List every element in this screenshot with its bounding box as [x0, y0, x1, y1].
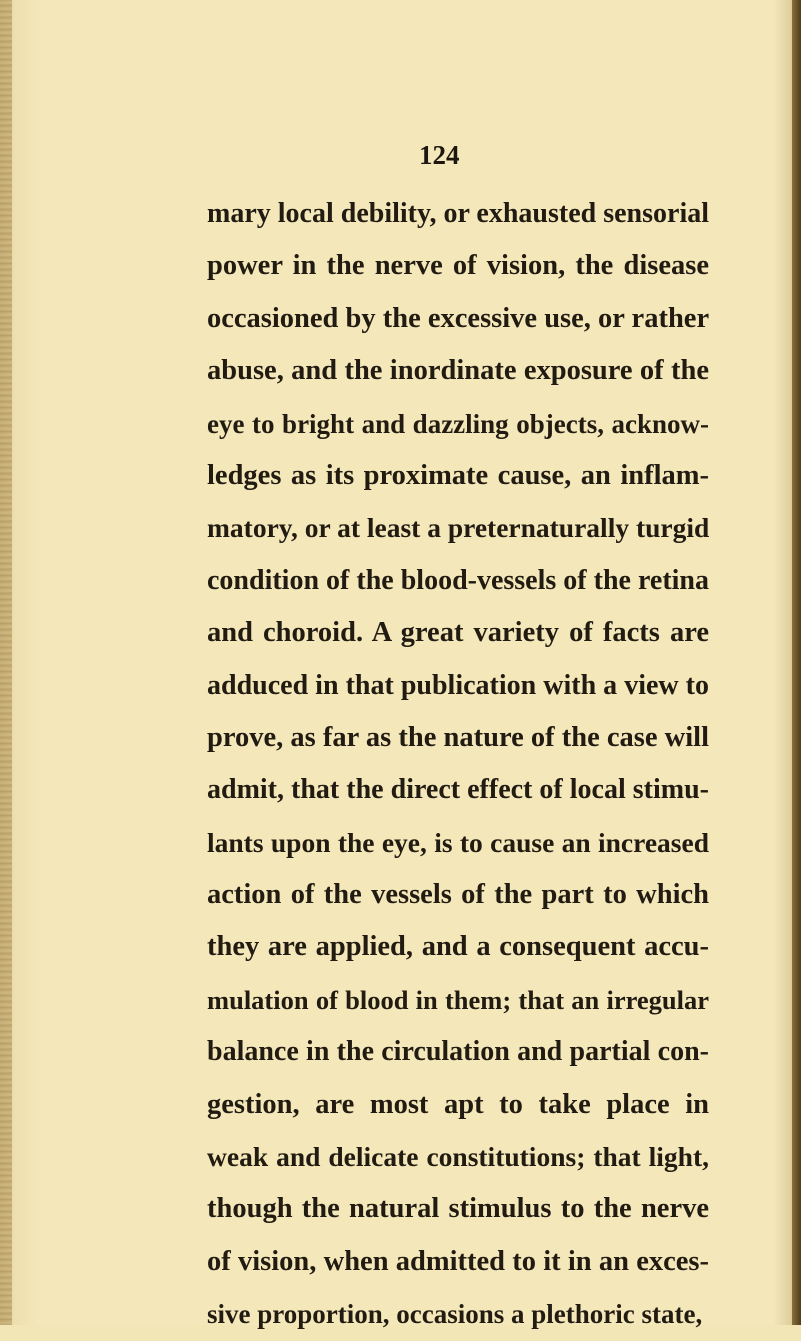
text-line: mary local debility, or exhausted sensorial — [207, 198, 709, 229]
text-line: balance in the circulation and partial con- — [207, 1036, 709, 1068]
text-line: condition of the blood-vessels of the retina — [207, 564, 709, 596]
text-line: sive proportion, occasions a plethoric state, — [207, 1299, 703, 1330]
text-line: ledges as its proximate cause, an inflam- — [207, 459, 709, 491]
binding-edge — [0, 0, 12, 1325]
text-line: action of the vessels of the part to which — [207, 879, 709, 911]
text-line: and choroid. A great variety of facts are — [207, 617, 709, 649]
page-number: 124 — [419, 140, 460, 170]
text-line: adduced in that publication with a view to — [207, 669, 709, 701]
text-line: though the natural stimulus to the nerve — [207, 1193, 709, 1225]
text-line: they are applied, and a consequent accu- — [207, 931, 709, 963]
body-text — [207, 188, 709, 1341]
text-line: eye to bright and dazzling objects, acknow- — [207, 408, 709, 439]
text-line: lants upon the eye, is to cause an increased — [207, 826, 709, 858]
page-edge-shadow — [792, 0, 801, 1325]
text-line: prove, as far as the nature of the case will — [207, 721, 709, 753]
text-line: of vision, when admitted to it in an exces- — [207, 1245, 709, 1277]
text-line: mulation of blood in them; that an irregular — [207, 984, 709, 1015]
text-line: admit, that the direct effect of local stimu- — [207, 774, 709, 806]
text-line: power in the nerve of vision, the disease — [207, 250, 709, 282]
text-line: abuse, and the inordinate exposure of the — [207, 355, 709, 387]
text-line: gestion, are most apt to take place in — [207, 1088, 709, 1120]
text-line: weak and delicate constitutions; that light, — [207, 1141, 709, 1173]
text-line: occasioned by the excessive use, or rather — [207, 302, 710, 334]
text-line: matory, or at least a preternaturally turgid — [207, 512, 710, 544]
